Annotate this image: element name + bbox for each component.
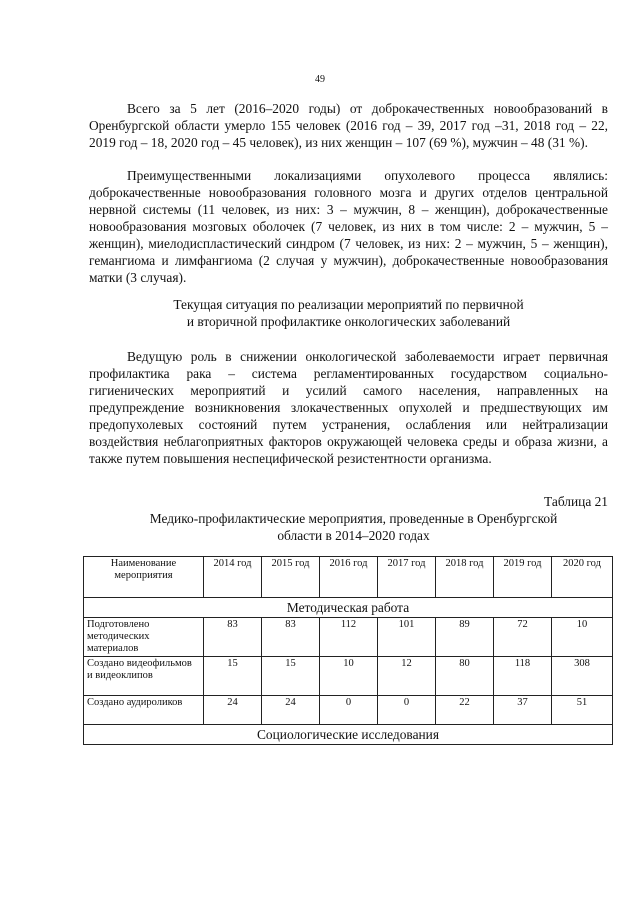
paragraph-text: Ведущую роль в снижении онкологической заболеваемости играет первичная профилактика рака – система регламентированных государством социально-гигиенических мероприятий и усилий самого населения, направленных на предупреждение возникновения злокачественных опухолей и предшествующих им предопухолевых состояний путем устранения, ослабления или нейтрализации воздействия неблагоприятных факторов окружающей человека среды и образа жизни, а также путем повышения неспецифической резистентности организма. [89,349,608,466]
table-cell: 22 [436,696,494,725]
table-row [84,657,613,696]
table-label: Таблица 21 [544,494,608,509]
table-cell: 24 [262,696,320,725]
row-label: Подготовлено методических материалов [84,618,204,657]
table-cell: 80 [436,657,494,696]
table-section-row [84,598,613,618]
paragraph-localizations [89,167,608,286]
table-row [84,696,613,725]
table-section-row [84,725,613,745]
table-cell: 12 [378,657,436,696]
table-cell: 10 [320,657,378,696]
table-cell: 0 [320,696,378,725]
table-cell: 89 [436,618,494,657]
column-header: Наименование мероприятия [84,557,204,598]
table-cell: 51 [552,696,613,725]
paragraph-prevention [89,348,608,467]
column-header: 2020 год [552,557,613,598]
paragraph-text: Всего за 5 лет (2016–2020 годы) от доброкачественных новообразований в Оренбургской области умерло 155 человек (2016 год – 39, 2017 год –31, 2018 год – 22, 2019 год – 18, 2020 год – 45 человек), из них женщин – 107 (69 %), мужчин – 48 (31 %). [89,101,608,150]
table-header-row [84,557,613,598]
table-cell: 118 [494,657,552,696]
table-title-line: Медико-профилактические мероприятия, проведенные в Оренбургской [149,511,558,526]
table-cell: 72 [494,618,552,657]
table-title [89,510,608,544]
section-heading [89,296,608,330]
row-label: Создано видеофильмов и видеоклипов [84,657,204,696]
table-cell: 10 [552,618,613,657]
column-header: 2019 год [494,557,552,598]
page-number: 49 [315,74,325,85]
table-cell: 15 [262,657,320,696]
table-title-line: области в 2014–2020 годах [277,528,430,543]
section-title: Социологические исследования [84,725,613,745]
table-cell: 101 [378,618,436,657]
table-cell: 83 [262,618,320,657]
prevention-table [83,556,613,745]
column-header: 2014 год [204,557,262,598]
column-header: 2016 год [320,557,378,598]
column-header: 2015 год [262,557,320,598]
table-cell: 15 [204,657,262,696]
table-row [84,618,613,657]
table-cell: 24 [204,696,262,725]
table-cell: 308 [552,657,613,696]
column-header: 2018 год [436,557,494,598]
table-cell: 0 [378,696,436,725]
section-heading-line: и вторичной профилактике онкологических заболеваний [186,314,511,329]
section-heading-line: Текущая ситуация по реализации мероприятий по первичной [173,297,524,312]
section-title: Методическая работа [84,598,613,618]
paragraph-mortality [89,100,608,151]
row-label: Создано аудироликов [84,696,204,725]
column-header: 2017 год [378,557,436,598]
table-cell: 37 [494,696,552,725]
table-cell: 112 [320,618,378,657]
paragraph-text: Преимущественными локализациями опухолевого процесса являлись: доброкачественные новообразования головного мозга и других отделов центральной нервной системы (11 человек, из них: 3 – мужчин, 8 – женщин), доброкачественные новообразования мозговых оболочек (7 человек, из них в том числе: 2 – мужчин, 5 – женщин), миелодиспластический синдром (7 человек, из них: 2 – мужчин, 5 – женщин), гемангиома и лимфангиома (2 случая у мужчин), доброкачественные новообразования матки (3 случая). [89,168,608,285]
table-cell: 83 [204,618,262,657]
